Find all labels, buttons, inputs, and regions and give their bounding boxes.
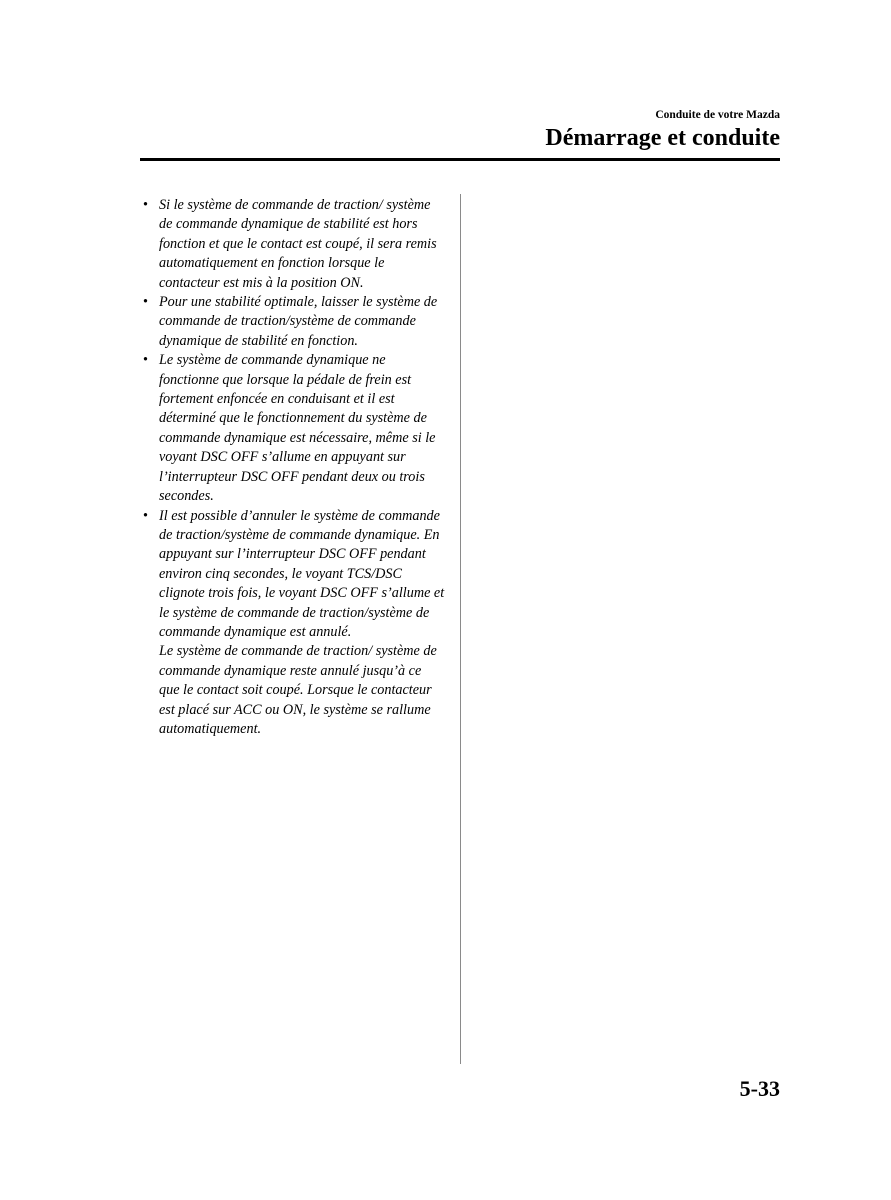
section-subtitle: Conduite de votre Mazda — [655, 109, 780, 121]
note-continuation: Le système de commande de traction/ système de commande dynamique reste annulé jusqu’à ce que le contact soit coupé. Lorsque le contacteur est placé sur ACC ou ON, le système se rallume automatiquement. — [159, 643, 437, 737]
header-divider — [140, 158, 780, 161]
bullet-icon: • — [143, 197, 148, 213]
bullet-icon: • — [143, 352, 148, 369]
column-divider — [460, 194, 461, 1064]
note-item — [140, 293, 445, 351]
note-text: Le système de commande dynamique ne fonctionne que lorsque la pédale de frein est fortement enfoncée en conduisant et il est déterminé que le fonctionnement du système de commande dynamique est nécessaire, même si le voyant DSC OFF s’allume en appuyant sur l’interrupteur DSC OFF pendant deux ou trois secondes. — [159, 352, 436, 505]
note-text: Si le système de commande de traction/ système de commande dynamique de stabilité est hors fonction et que le contact est coupé, il sera remis automatiquement en fonction lorsque le contacteur est mis à la position ON. — [159, 197, 437, 291]
bullet-icon: • — [143, 507, 148, 524]
bullet-icon: • — [143, 294, 148, 311]
notes-list — [140, 196, 445, 739]
note-item — [140, 196, 445, 293]
note-text: Pour une stabilité optimale, laisser le système de commande de traction/système de commande dynamique de stabilité en fonction. — [159, 294, 438, 349]
section-title: Démarrage et conduite — [545, 125, 780, 151]
page-number: 5-33 — [739, 1076, 780, 1101]
note-item — [140, 351, 445, 506]
note-text: Il est possible d’annuler le système de commande de traction/système de commande dynamique. En appuyant sur l’interrupteur DSC OFF pendant environ cinq secondes, le voyant TCS/DSC clignote trois fois, le voyant DSC OFF s’allume et le système de commande de traction/système de commande dynamique est annulé. — [159, 507, 445, 640]
note-item — [140, 507, 445, 740]
page-header — [545, 108, 780, 153]
